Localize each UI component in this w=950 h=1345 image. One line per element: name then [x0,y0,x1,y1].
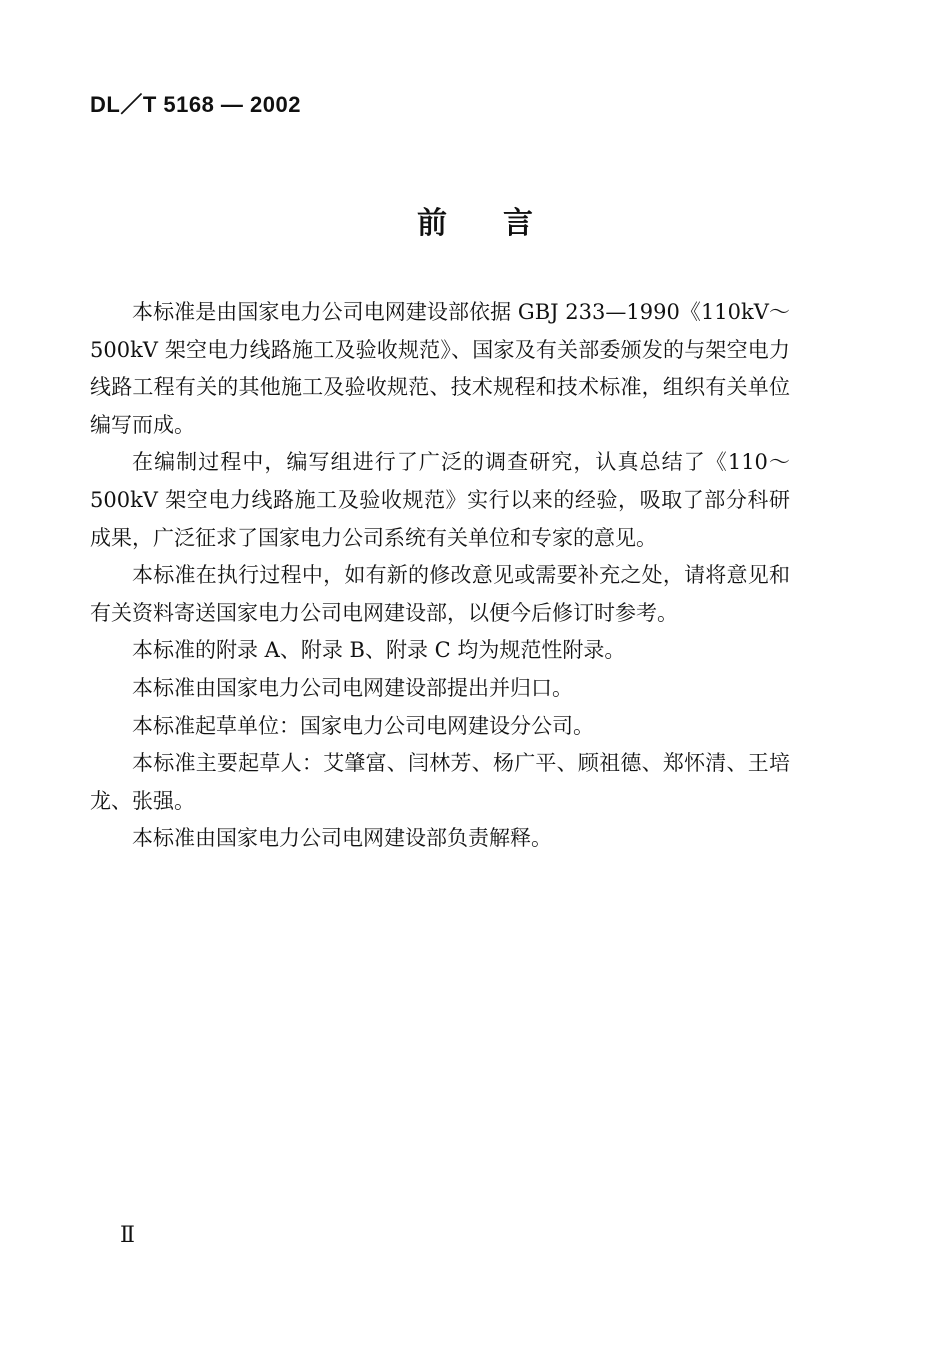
preface-body [90,294,790,858]
paragraph-drafters: 本标准主要起草人：艾肇富、闫林芳、杨广平、顾祖德、郑怀清、王培龙、张强。 [90,751,790,813]
paragraph-proposer: 本标准由国家电力公司电网建设部提出并归口。 [132,675,573,700]
paragraph-interpretation: 本标准由国家电力公司电网建设部负责解释。 [132,826,552,851]
standard-code: DL／T 5168 — 2002 [90,92,301,117]
paragraph-appendices: 本标准的附录 A、附录 B、附录 C 均为规范性附录。 [132,638,626,663]
paragraph-drafting-unit: 本标准起草单位：国家电力公司电网建设分公司。 [132,713,594,738]
paragraph-process: 在编制过程中，编写组进行了广泛的调查研究，认真总结了《110～500kV 架空电力线路施工及验收规范》实行以来的经验，吸取了部分科研成果，广泛征求了国家电力公司系统有关单位和专家的意见。 [90,450,790,550]
paragraph-feedback: 本标准在执行过程中，如有新的修改意见或需要补充之处，请将意见和有关资料寄送国家电力公司电网建设部，以便今后修订时参考。 [90,563,790,625]
page-number: Ⅱ [120,1222,135,1247]
paragraph-basis: 本标准是由国家电力公司电网建设部依据 GBJ 233—1990《110kV～500kV 架空电力线路施工及验收规范》、国家及有关部委颁发的与架空电力线路工程有关的其他施工及验收规范、技术规程和技术标准，组织有关单位编写而成。 [90,300,790,437]
page-title: 前言 [417,206,589,241]
